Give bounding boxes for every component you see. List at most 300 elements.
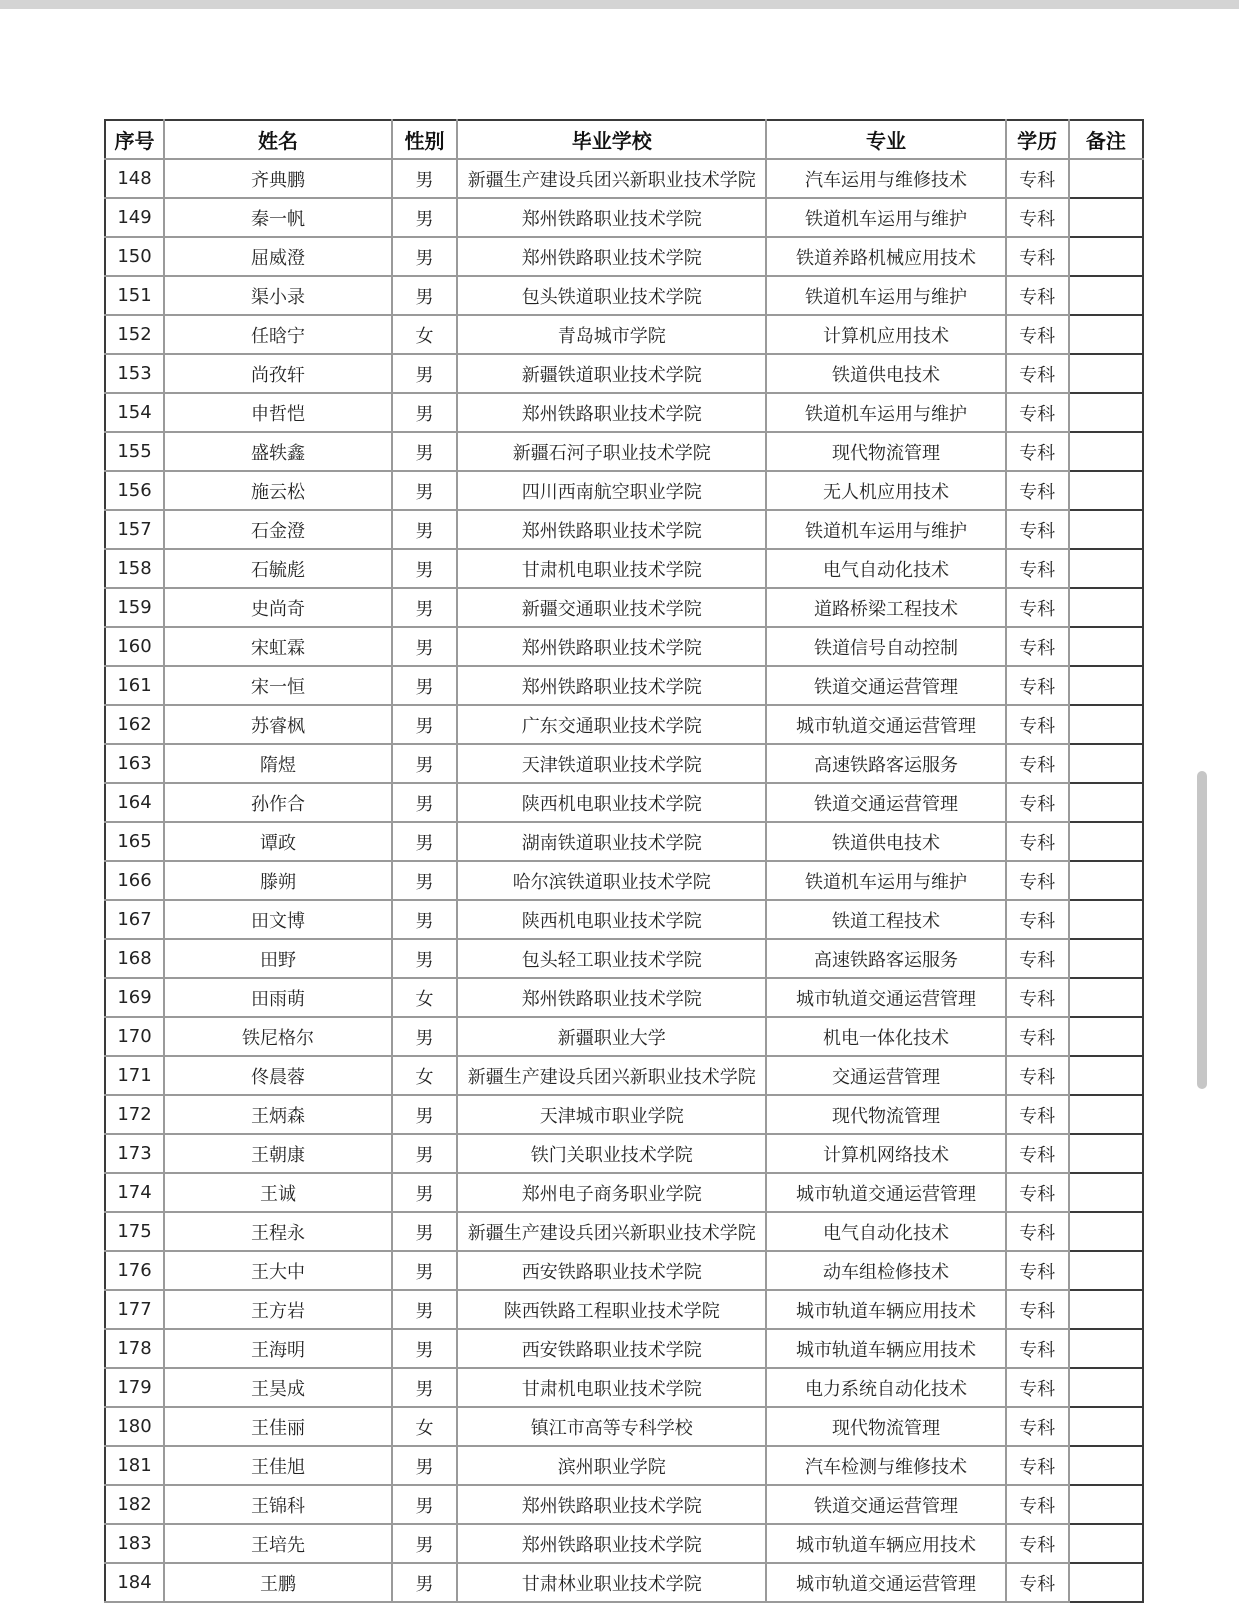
table-row (105, 744, 1143, 783)
cell-name: 铁尼格尔 (164, 1017, 392, 1056)
cell-remark (1069, 1329, 1143, 1368)
cell-index: 148 (105, 159, 164, 198)
cell-name: 史尚奇 (164, 588, 392, 627)
cell-school: 铁门关职业技术学院 (457, 1134, 766, 1173)
cell-degree: 专科 (1006, 354, 1069, 393)
cell-school: 镇江市高等专科学校 (457, 1407, 766, 1446)
cell-gender: 男 (392, 1290, 457, 1329)
cell-name: 王鹏 (164, 1563, 392, 1602)
header-name: 姓名 (164, 120, 392, 159)
cell-major: 动车组检修技术 (766, 1251, 1005, 1290)
document-page (0, 9, 1239, 1594)
top-toolbar-strip (0, 0, 1239, 9)
cell-school: 新疆铁道职业技术学院 (457, 354, 766, 393)
cell-remark (1069, 471, 1143, 510)
cell-name: 孙作合 (164, 783, 392, 822)
cell-name: 石毓彪 (164, 549, 392, 588)
cell-remark (1069, 1056, 1143, 1095)
cell-index: 176 (105, 1251, 164, 1290)
cell-index: 151 (105, 276, 164, 315)
cell-remark (1069, 900, 1143, 939)
cell-remark (1069, 783, 1143, 822)
cell-index: 180 (105, 1407, 164, 1446)
cell-major: 铁道机车运用与维护 (766, 276, 1005, 315)
cell-school: 郑州铁路职业技术学院 (457, 510, 766, 549)
cell-remark (1069, 354, 1143, 393)
cell-name: 申哲恺 (164, 393, 392, 432)
cell-gender: 男 (392, 510, 457, 549)
cell-school: 甘肃机电职业技术学院 (457, 549, 766, 588)
cell-name: 王方岩 (164, 1290, 392, 1329)
cell-school: 郑州铁路职业技术学院 (457, 666, 766, 705)
cell-degree: 专科 (1006, 705, 1069, 744)
cell-degree: 专科 (1006, 1407, 1069, 1446)
cell-major: 铁道养路机械应用技术 (766, 237, 1005, 276)
cell-index: 172 (105, 1095, 164, 1134)
cell-remark (1069, 822, 1143, 861)
cell-name: 宋虹霖 (164, 627, 392, 666)
table-row (105, 393, 1143, 432)
cell-degree: 专科 (1006, 1212, 1069, 1251)
table-row (105, 1329, 1143, 1368)
cell-major: 城市轨道车辆应用技术 (766, 1290, 1005, 1329)
cell-major: 城市轨道交通运营管理 (766, 1563, 1005, 1602)
table-row (105, 861, 1143, 900)
cell-major: 交通运营管理 (766, 1056, 1005, 1095)
cell-degree: 专科 (1006, 1290, 1069, 1329)
table-row (105, 1407, 1143, 1446)
cell-school: 天津铁道职业技术学院 (457, 744, 766, 783)
cell-gender: 男 (392, 237, 457, 276)
cell-gender: 男 (392, 432, 457, 471)
cell-school: 郑州铁路职业技术学院 (457, 198, 766, 237)
cell-name: 滕朔 (164, 861, 392, 900)
cell-remark (1069, 549, 1143, 588)
cell-school: 郑州铁路职业技术学院 (457, 978, 766, 1017)
cell-index: 155 (105, 432, 164, 471)
table-row (105, 549, 1143, 588)
cell-school: 新疆职业大学 (457, 1017, 766, 1056)
cell-index: 171 (105, 1056, 164, 1095)
cell-gender: 男 (392, 393, 457, 432)
cell-name: 苏睿枫 (164, 705, 392, 744)
cell-index: 164 (105, 783, 164, 822)
cell-index: 153 (105, 354, 164, 393)
cell-name: 田文博 (164, 900, 392, 939)
cell-degree: 专科 (1006, 978, 1069, 1017)
cell-major: 铁道信号自动控制 (766, 627, 1005, 666)
cell-remark (1069, 1095, 1143, 1134)
cell-major: 铁道供电技术 (766, 822, 1005, 861)
cell-degree: 专科 (1006, 1329, 1069, 1368)
cell-major: 铁道交通运营管理 (766, 666, 1005, 705)
cell-major: 城市轨道交通运营管理 (766, 705, 1005, 744)
table-row (105, 1134, 1143, 1173)
cell-degree: 专科 (1006, 1524, 1069, 1563)
cell-degree: 专科 (1006, 432, 1069, 471)
table-row (105, 588, 1143, 627)
cell-degree: 专科 (1006, 276, 1069, 315)
cell-degree: 专科 (1006, 510, 1069, 549)
cell-name: 隋煜 (164, 744, 392, 783)
cell-index: 178 (105, 1329, 164, 1368)
header-index: 序号 (105, 120, 164, 159)
cell-remark (1069, 1446, 1143, 1485)
cell-major: 高速铁路客运服务 (766, 939, 1005, 978)
cell-degree: 专科 (1006, 1563, 1069, 1602)
table-row (105, 354, 1143, 393)
roster-table-container (104, 119, 1144, 1603)
cell-gender: 男 (392, 588, 457, 627)
table-row (105, 705, 1143, 744)
table-row (105, 1173, 1143, 1212)
cell-index: 174 (105, 1173, 164, 1212)
cell-degree: 专科 (1006, 1056, 1069, 1095)
cell-school: 新疆生产建设兵团兴新职业技术学院 (457, 1212, 766, 1251)
cell-degree: 专科 (1006, 1251, 1069, 1290)
cell-name: 王诚 (164, 1173, 392, 1212)
cell-index: 173 (105, 1134, 164, 1173)
cell-name: 王佳丽 (164, 1407, 392, 1446)
cell-remark (1069, 1173, 1143, 1212)
cell-school: 郑州铁路职业技术学院 (457, 1524, 766, 1563)
cell-gender: 女 (392, 1407, 457, 1446)
cell-gender: 男 (392, 861, 457, 900)
cell-remark (1069, 1485, 1143, 1524)
cell-gender: 男 (392, 471, 457, 510)
cell-major: 铁道工程技术 (766, 900, 1005, 939)
cell-gender: 男 (392, 276, 457, 315)
cell-school: 新疆石河子职业技术学院 (457, 432, 766, 471)
cell-gender: 男 (392, 1485, 457, 1524)
cell-index: 177 (105, 1290, 164, 1329)
cell-name: 王炳森 (164, 1095, 392, 1134)
cell-remark (1069, 198, 1143, 237)
roster-table (104, 119, 1144, 1603)
cell-remark (1069, 1524, 1143, 1563)
header-major: 专业 (766, 120, 1005, 159)
cell-gender: 男 (392, 1134, 457, 1173)
cell-degree: 专科 (1006, 627, 1069, 666)
cell-major: 铁道机车运用与维护 (766, 510, 1005, 549)
cell-index: 182 (105, 1485, 164, 1524)
table-row (105, 1446, 1143, 1485)
cell-name: 王大中 (164, 1251, 392, 1290)
cell-degree: 专科 (1006, 159, 1069, 198)
cell-major: 城市轨道车辆应用技术 (766, 1329, 1005, 1368)
cell-name: 王锦科 (164, 1485, 392, 1524)
header-remark: 备注 (1069, 120, 1143, 159)
table-row (105, 1368, 1143, 1407)
cell-remark (1069, 1368, 1143, 1407)
cell-school: 新疆生产建设兵团兴新职业技术学院 (457, 1056, 766, 1095)
cell-school: 新疆交通职业技术学院 (457, 588, 766, 627)
table-row (105, 237, 1143, 276)
cell-school: 西安铁路职业技术学院 (457, 1251, 766, 1290)
cell-name: 田野 (164, 939, 392, 978)
cell-major: 铁道机车运用与维护 (766, 198, 1005, 237)
cell-major: 计算机网络技术 (766, 1134, 1005, 1173)
cell-major: 汽车运用与维修技术 (766, 159, 1005, 198)
cell-name: 盛轶鑫 (164, 432, 392, 471)
cell-school: 湖南铁道职业技术学院 (457, 822, 766, 861)
cell-index: 149 (105, 198, 164, 237)
cell-remark (1069, 276, 1143, 315)
cell-school: 西安铁路职业技术学院 (457, 1329, 766, 1368)
cell-gender: 女 (392, 978, 457, 1017)
cell-school: 包头铁道职业技术学院 (457, 276, 766, 315)
table-header-row (105, 120, 1143, 159)
cell-gender: 男 (392, 1095, 457, 1134)
cell-gender: 男 (392, 1017, 457, 1056)
cell-name: 施云松 (164, 471, 392, 510)
cell-name: 渠小录 (164, 276, 392, 315)
cell-school: 郑州铁路职业技术学院 (457, 393, 766, 432)
cell-school: 陕西机电职业技术学院 (457, 900, 766, 939)
table-row (105, 1212, 1143, 1251)
cell-remark (1069, 510, 1143, 549)
cell-major: 电气自动化技术 (766, 549, 1005, 588)
cell-remark (1069, 1290, 1143, 1329)
cell-gender: 男 (392, 549, 457, 588)
cell-gender: 男 (392, 900, 457, 939)
table-row (105, 276, 1143, 315)
cell-major: 城市轨道车辆应用技术 (766, 1524, 1005, 1563)
cell-index: 152 (105, 315, 164, 354)
cell-name: 屈威澄 (164, 237, 392, 276)
cell-major: 城市轨道交通运营管理 (766, 1173, 1005, 1212)
cell-school: 郑州铁路职业技术学院 (457, 627, 766, 666)
cell-major: 城市轨道交通运营管理 (766, 978, 1005, 1017)
cell-degree: 专科 (1006, 744, 1069, 783)
header-gender: 性别 (392, 120, 457, 159)
cell-gender: 男 (392, 159, 457, 198)
cell-school: 天津城市职业学院 (457, 1095, 766, 1134)
table-row (105, 1056, 1143, 1095)
cell-index: 183 (105, 1524, 164, 1563)
cell-gender: 男 (392, 783, 457, 822)
cell-major: 电气自动化技术 (766, 1212, 1005, 1251)
cell-name: 石金澄 (164, 510, 392, 549)
cell-degree: 专科 (1006, 393, 1069, 432)
cell-gender: 男 (392, 705, 457, 744)
cell-major: 现代物流管理 (766, 432, 1005, 471)
table-row (105, 315, 1143, 354)
table-row (105, 198, 1143, 237)
table-row (105, 822, 1143, 861)
cell-gender: 男 (392, 822, 457, 861)
cell-index: 154 (105, 393, 164, 432)
cell-index: 184 (105, 1563, 164, 1602)
cell-name: 王程永 (164, 1212, 392, 1251)
cell-school: 广东交通职业技术学院 (457, 705, 766, 744)
cell-major: 计算机应用技术 (766, 315, 1005, 354)
cell-school: 滨州职业学院 (457, 1446, 766, 1485)
cell-gender: 男 (392, 939, 457, 978)
cell-gender: 男 (392, 354, 457, 393)
cell-degree: 专科 (1006, 783, 1069, 822)
table-row (105, 627, 1143, 666)
table-row (105, 510, 1143, 549)
cell-remark (1069, 978, 1143, 1017)
cell-major: 现代物流管理 (766, 1407, 1005, 1446)
cell-name: 田雨萌 (164, 978, 392, 1017)
cell-gender: 男 (392, 1563, 457, 1602)
cell-remark (1069, 627, 1143, 666)
cell-degree: 专科 (1006, 1368, 1069, 1407)
cell-major: 铁道供电技术 (766, 354, 1005, 393)
cell-remark (1069, 237, 1143, 276)
cell-index: 181 (105, 1446, 164, 1485)
cell-school: 郑州铁路职业技术学院 (457, 237, 766, 276)
cell-major: 铁道交通运营管理 (766, 1485, 1005, 1524)
cell-major: 现代物流管理 (766, 1095, 1005, 1134)
cell-degree: 专科 (1006, 549, 1069, 588)
table-row (105, 1251, 1143, 1290)
cell-remark (1069, 705, 1143, 744)
cell-remark (1069, 315, 1143, 354)
cell-gender: 男 (392, 1329, 457, 1368)
cell-gender: 女 (392, 315, 457, 354)
cell-remark (1069, 861, 1143, 900)
cell-remark (1069, 1407, 1143, 1446)
vertical-scrollbar[interactable] (1197, 771, 1207, 1089)
cell-remark (1069, 939, 1143, 978)
cell-degree: 专科 (1006, 237, 1069, 276)
cell-remark (1069, 1563, 1143, 1602)
table-row (105, 1017, 1143, 1056)
cell-name: 王海明 (164, 1329, 392, 1368)
cell-degree: 专科 (1006, 1446, 1069, 1485)
table-row (105, 1485, 1143, 1524)
cell-remark (1069, 159, 1143, 198)
cell-degree: 专科 (1006, 822, 1069, 861)
cell-name: 王昊成 (164, 1368, 392, 1407)
cell-remark (1069, 393, 1143, 432)
table-row (105, 159, 1143, 198)
cell-index: 160 (105, 627, 164, 666)
cell-index: 166 (105, 861, 164, 900)
cell-degree: 专科 (1006, 471, 1069, 510)
cell-major: 无人机应用技术 (766, 471, 1005, 510)
table-row (105, 432, 1143, 471)
cell-gender: 男 (392, 744, 457, 783)
header-degree: 学历 (1006, 120, 1069, 159)
cell-index: 157 (105, 510, 164, 549)
cell-degree: 专科 (1006, 1173, 1069, 1212)
cell-index: 150 (105, 237, 164, 276)
cell-school: 郑州铁路职业技术学院 (457, 1485, 766, 1524)
cell-degree: 专科 (1006, 939, 1069, 978)
cell-major: 铁道交通运营管理 (766, 783, 1005, 822)
table-row (105, 978, 1143, 1017)
cell-gender: 男 (392, 627, 457, 666)
cell-remark (1069, 666, 1143, 705)
cell-gender: 男 (392, 1446, 457, 1485)
table-row (105, 939, 1143, 978)
cell-index: 156 (105, 471, 164, 510)
cell-major: 电力系统自动化技术 (766, 1368, 1005, 1407)
header-school: 毕业学校 (457, 120, 766, 159)
cell-school: 甘肃林业职业技术学院 (457, 1563, 766, 1602)
table-row (105, 1563, 1143, 1602)
cell-name: 王培先 (164, 1524, 392, 1563)
cell-gender: 男 (392, 1212, 457, 1251)
cell-name: 秦一帆 (164, 198, 392, 237)
cell-school: 包头轻工职业技术学院 (457, 939, 766, 978)
cell-name: 王朝康 (164, 1134, 392, 1173)
cell-school: 陕西铁路工程职业技术学院 (457, 1290, 766, 1329)
cell-gender: 男 (392, 1173, 457, 1212)
cell-name: 尚孜轩 (164, 354, 392, 393)
cell-index: 159 (105, 588, 164, 627)
cell-degree: 专科 (1006, 666, 1069, 705)
cell-remark (1069, 432, 1143, 471)
cell-degree: 专科 (1006, 861, 1069, 900)
cell-degree: 专科 (1006, 1485, 1069, 1524)
cell-school: 四川西南航空职业学院 (457, 471, 766, 510)
table-row (105, 1290, 1143, 1329)
cell-gender: 女 (392, 1056, 457, 1095)
cell-school: 青岛城市学院 (457, 315, 766, 354)
cell-index: 158 (105, 549, 164, 588)
cell-name: 宋一恒 (164, 666, 392, 705)
cell-degree: 专科 (1006, 588, 1069, 627)
cell-gender: 男 (392, 1524, 457, 1563)
table-row (105, 1095, 1143, 1134)
cell-major: 铁道机车运用与维护 (766, 393, 1005, 432)
cell-gender: 男 (392, 1251, 457, 1290)
cell-index: 162 (105, 705, 164, 744)
cell-degree: 专科 (1006, 1017, 1069, 1056)
cell-gender: 男 (392, 666, 457, 705)
cell-school: 哈尔滨铁道职业技术学院 (457, 861, 766, 900)
cell-remark (1069, 1212, 1143, 1251)
cell-index: 170 (105, 1017, 164, 1056)
cell-gender: 男 (392, 198, 457, 237)
table-row (105, 1524, 1143, 1563)
cell-major: 汽车检测与维修技术 (766, 1446, 1005, 1485)
cell-school: 陕西机电职业技术学院 (457, 783, 766, 822)
table-row (105, 471, 1143, 510)
table-row (105, 783, 1143, 822)
cell-index: 161 (105, 666, 164, 705)
table-row (105, 666, 1143, 705)
cell-index: 168 (105, 939, 164, 978)
cell-name: 任晗宁 (164, 315, 392, 354)
cell-major: 高速铁路客运服务 (766, 744, 1005, 783)
cell-major: 道路桥梁工程技术 (766, 588, 1005, 627)
cell-major: 铁道机车运用与维护 (766, 861, 1005, 900)
cell-school: 甘肃机电职业技术学院 (457, 1368, 766, 1407)
cell-degree: 专科 (1006, 1095, 1069, 1134)
cell-degree: 专科 (1006, 198, 1069, 237)
cell-name: 佟晨蓉 (164, 1056, 392, 1095)
cell-name: 齐典鹏 (164, 159, 392, 198)
cell-index: 169 (105, 978, 164, 1017)
cell-index: 163 (105, 744, 164, 783)
cell-remark (1069, 1251, 1143, 1290)
cell-name: 谭政 (164, 822, 392, 861)
cell-degree: 专科 (1006, 1134, 1069, 1173)
cell-gender: 男 (392, 1368, 457, 1407)
cell-school: 郑州电子商务职业学院 (457, 1173, 766, 1212)
cell-index: 167 (105, 900, 164, 939)
cell-major: 机电一体化技术 (766, 1017, 1005, 1056)
cell-index: 179 (105, 1368, 164, 1407)
cell-index: 175 (105, 1212, 164, 1251)
cell-name: 王佳旭 (164, 1446, 392, 1485)
